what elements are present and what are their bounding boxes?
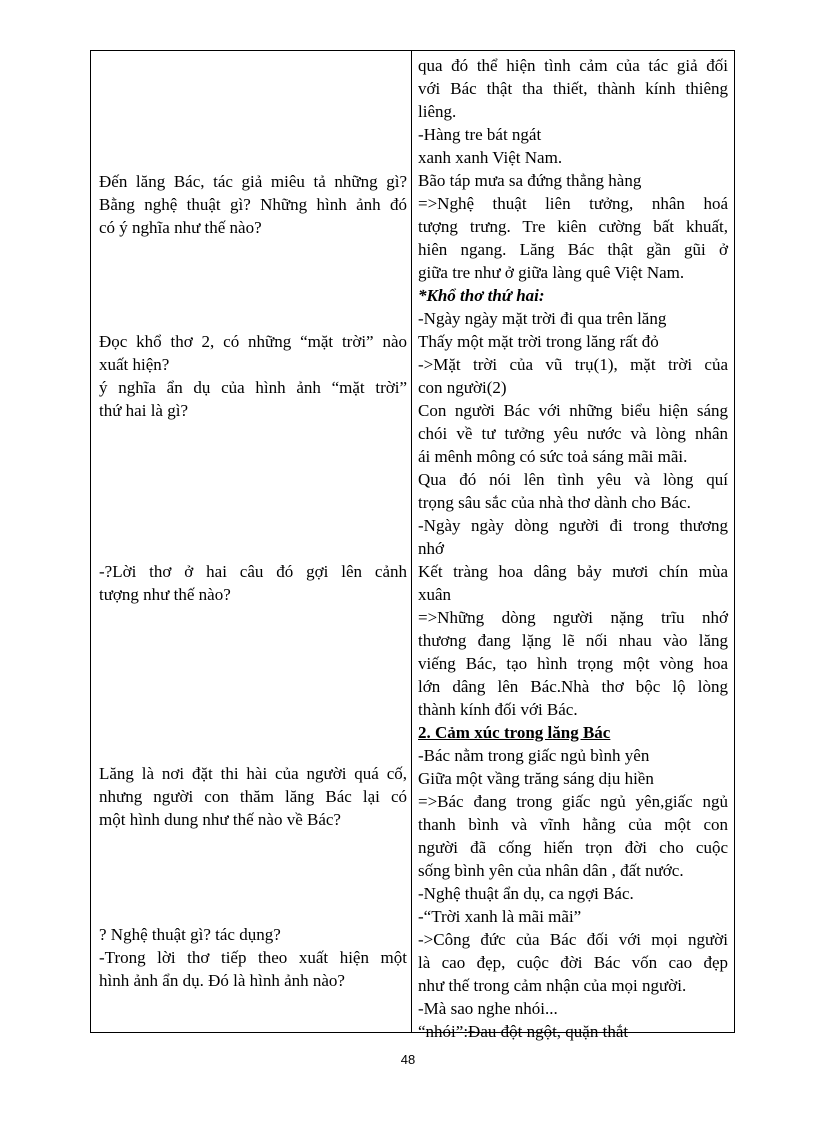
answer-line: như thế trong cảm nhận của mọi người. (418, 976, 687, 995)
answer-line: -“Trời xanh là mãi mãi” (418, 907, 582, 926)
answer-line: ->Mặt trời của vũ trụ(1), mặt trời của (418, 355, 728, 374)
answer-line: thành kính đối với Bác. (418, 700, 578, 719)
answer-line: ái mênh mông có sức toả sáng mãi mãi. (418, 447, 688, 466)
answer-line: Qua đó nói lên tình yêu và lòng quí (418, 470, 728, 489)
question-block-2 (99, 330, 407, 422)
question-block-3 (99, 560, 407, 606)
answer-line: chói về tư tưởng yêu nước và lòng nhân (418, 424, 728, 443)
question-line: Đến lăng Bác, tác giả miêu tả những gì? (99, 172, 407, 191)
answer-line: Con người Bác với những biểu hiện sáng (418, 401, 728, 420)
question-line: Lăng là nơi đặt thi hài của người quá cố, (99, 764, 407, 783)
answer-line: =>Nghệ thuật liên tưởng, nhân hoá (418, 194, 728, 213)
answer-line: -Ngày ngày dòng người đi trong thương (418, 516, 728, 535)
question-line: hình ảnh ẩn dụ. Đó là hình ảnh nào? (99, 971, 345, 990)
answer-line: giữa tre như ở giữa làng quê Việt Nam. (418, 263, 685, 282)
answer-line: lớn dâng lên Bác.Nhà thơ bộc lộ lòng (418, 677, 728, 696)
question-line: ? Nghệ thuật gì? tác dụng? (99, 925, 281, 944)
answer-line: là cao đẹp, cuộc đời Bác vốn cao đẹp (418, 953, 728, 972)
answer-line: Giữa một vầng trăng sáng dịu hiền (418, 769, 654, 788)
question-block-5 (99, 923, 407, 992)
question-line: ý nghĩa ẩn dụ của hình ảnh “mặt trời” (99, 378, 407, 397)
question-line: một hình dung như thế nào về Bác? (99, 810, 341, 829)
question-block-1 (99, 170, 407, 239)
answer-column (418, 54, 728, 1043)
answer-line: -Hàng tre bát ngát (418, 125, 542, 144)
page-number: 48 (400, 1052, 416, 1067)
question-line: thứ hai là gì? (99, 401, 188, 420)
answer-line: Bão táp mưa sa đứng thẳng hàng (418, 171, 642, 190)
answer-line: “nhói”:Đau đột ngột, quặn thắt (418, 1022, 629, 1041)
answer-line: với Bác thật tha thiết, thành kính thiêng (418, 79, 728, 98)
question-line: -Trong lời thơ tiếp theo xuất hiện một (99, 948, 407, 967)
answer-line: -Ngày ngày mặt trời đi qua trên lăng (418, 309, 667, 328)
answer-line: xuân (418, 585, 452, 604)
answer-line: =>Bác đang trong giấc ngủ yên,giấc ngủ (418, 792, 728, 811)
answer-line: -Bác nằm trong giấc ngủ bình yên (418, 746, 650, 765)
answer-line: viếng Bác, tạo hình trọng một vòng hoa (418, 654, 728, 673)
question-line: tượng như thế nào? (99, 585, 231, 604)
answer-line: người đã cống hiến trọn đời cho cuộc (418, 838, 728, 857)
answer-line: trọng sâu sắc của nhà thơ dành cho Bác. (418, 493, 691, 512)
answer-line: thanh bình và vĩnh hằng của một con (418, 815, 728, 834)
question-line: xuất hiện? (99, 355, 170, 374)
answer-line: -Mà sao nghe nhói... (418, 999, 558, 1018)
question-line: Đọc khổ thơ 2, có những “mặt trời” nào (99, 332, 407, 351)
lesson-table (90, 50, 735, 1041)
question-block-4 (99, 762, 407, 831)
question-line: -?Lời thơ ở hai câu đó gợi lên cảnh (99, 562, 407, 581)
answer-line: thương đang lặng lẽ nối nhau vào lăng (418, 631, 728, 650)
question-line: Bằng nghệ thuật gì? Những hình ảnh đó (99, 195, 407, 214)
section-heading-emotions: 2. Cảm xúc trong lăng Bác (418, 723, 611, 742)
answer-line: qua đó thể hiện tình cảm của tác giả đối (418, 56, 728, 75)
answer-line: hiên ngang. Lăng Bác thật gần gũi ở (418, 240, 728, 259)
answer-line: Thấy một mặt trời trong lăng rất đỏ (418, 332, 659, 351)
answer-line: tượng trưng. Tre kiên cường bất khuất, (418, 217, 728, 236)
answer-line: nhớ (418, 539, 444, 558)
question-line: nhưng người con thăm lăng Bác lại có (99, 787, 407, 806)
section-heading-stanza-two: *Khổ thơ thứ hai: (418, 286, 545, 305)
answer-line: sống bình yên của nhân dân , đất nước. (418, 861, 684, 880)
answer-line: ->Công đức của Bác đối với mọi người (418, 930, 728, 949)
answer-line: =>Những dòng người nặng trĩu nhớ (418, 608, 728, 627)
answer-line: liêng. (418, 102, 457, 121)
question-line: có ý nghĩa như thế nào? (99, 218, 262, 237)
answer-line: con người(2) (418, 378, 507, 397)
answer-line: -Nghệ thuật ẩn dụ, ca ngợi Bác. (418, 884, 634, 903)
column-divider (411, 51, 412, 1032)
answer-line: xanh xanh Việt Nam. (418, 148, 563, 167)
answer-line: Kết tràng hoa dâng bảy mươi chín mùa (418, 562, 728, 581)
